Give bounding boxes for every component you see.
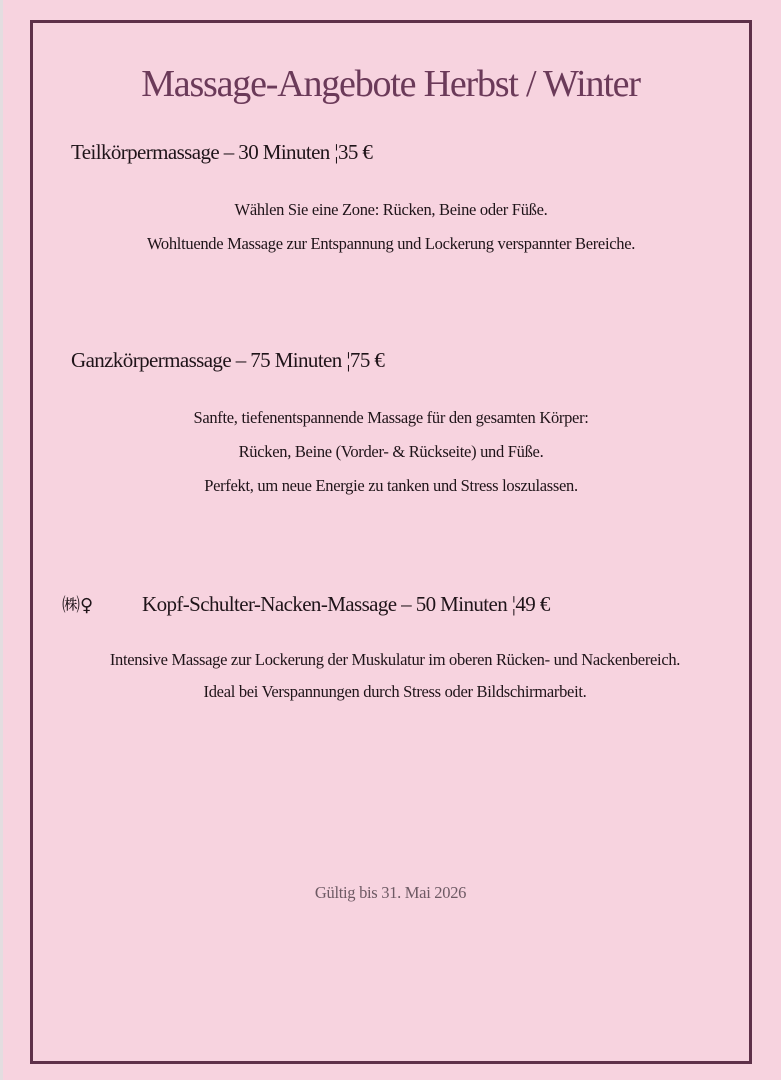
offer-heading-text: Kopf-Schulter-Nacken-Massage – 50 Minuten ¦49 € (142, 592, 550, 616)
offer-description-kopf-schulter-nacken (70, 644, 720, 708)
description-line: Sanfte, tiefenentspannende Massage für den gesamten Körper: (193, 408, 589, 427)
offer-description-ganzkoerper (30, 401, 752, 503)
description-line: Ideal bei Verspannungen durch Stress oder Bildschirmarbeit. (203, 682, 587, 701)
symbol-icon: ㈱♀ (62, 595, 94, 616)
description-line: Wählen Sie eine Zone: Rücken, Beine oder Füße. (234, 200, 548, 219)
validity-note: Gültig bis 31. Mai 2026 (314, 883, 467, 902)
description-line: Wohltuende Massage zur Entspannung und Lockerung verspannter Bereiche. (146, 234, 636, 253)
left-edge-strip (0, 0, 3, 1080)
offer-heading-teilkoerper: Teilkörpermassage – 30 Minuten ¦35 € (71, 140, 373, 164)
offer-heading-kopf-schulter-nacken (62, 591, 550, 617)
description-line: Intensive Massage zur Lockerung der Muskulatur im oberen Rücken- und Nackenbereich. (109, 650, 681, 669)
offer-description-teilkoerper (30, 193, 752, 261)
description-line: Perfekt, um neue Energie zu tanken und Stress loszulassen. (204, 476, 578, 495)
page-frame (30, 20, 752, 1064)
description-line: Rücken, Beine (Vorder- & Rückseite) und Füße. (238, 442, 544, 461)
offer-heading-ganzkoerper: Ganzkörpermassage – 75 Minuten ¦75 € (71, 348, 385, 372)
page-title: Massage-Angebote Herbst / Winter (141, 63, 640, 105)
